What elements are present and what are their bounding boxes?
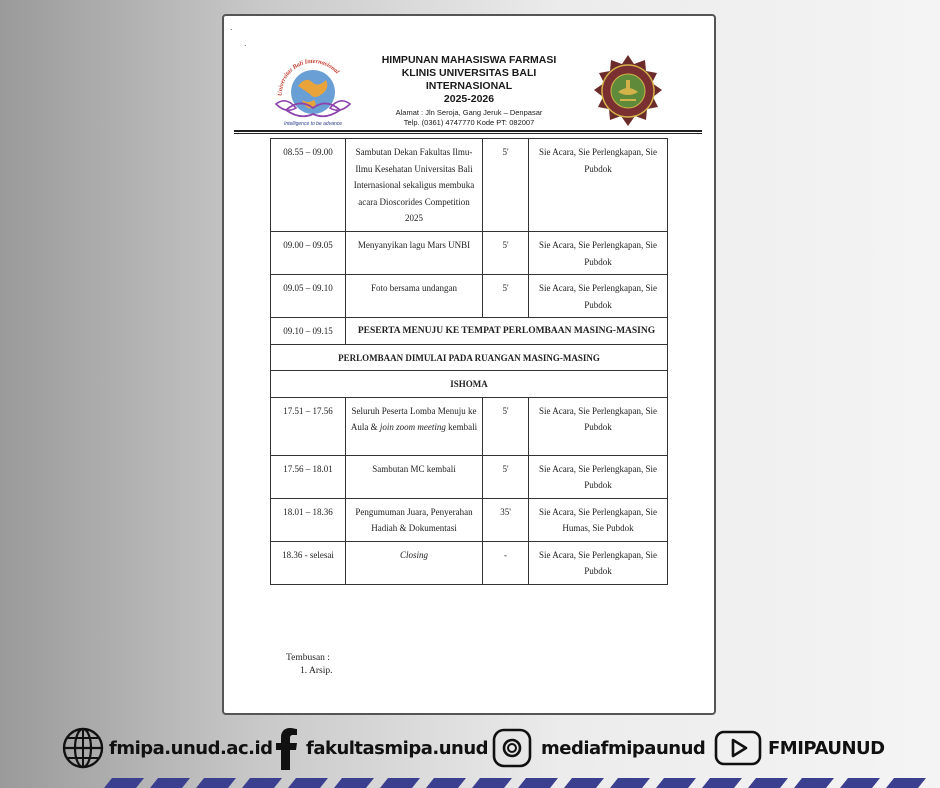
stripe-segment xyxy=(518,778,558,788)
activity-cell: Sambutan Dekan Fakultas Ilmu-Ilmu Kesehatan Universitas Bali Internasional sekaligus membuka acara Dioscorides Competition 2025 xyxy=(346,139,483,232)
pic-cell: Sie Acara, Sie Perlengkapan, Sie Pubdok xyxy=(529,139,668,232)
activity-text: kembali xyxy=(445,422,478,432)
logo-tagline: Intelligence to be advance xyxy=(283,121,343,127)
stripe-segment xyxy=(610,778,650,788)
section-banner: ISHOMA xyxy=(271,371,668,398)
activity-text: Seluruh Peserta Lomba Menuju ke Aula & xyxy=(350,405,477,432)
table-row xyxy=(271,318,668,345)
globe-icon xyxy=(62,727,104,769)
schedule-table xyxy=(270,138,668,585)
stripe-segment xyxy=(426,778,466,788)
stripe-segment xyxy=(794,778,834,788)
activity-cell: Sambutan MC kembali xyxy=(346,455,483,498)
activity-cell xyxy=(346,397,483,455)
pic-cell: Sie Acara, Sie Perlengkapan, Sie Pubdok xyxy=(529,232,668,275)
table-row xyxy=(271,275,668,318)
table-row xyxy=(271,498,668,541)
document-page xyxy=(222,14,716,715)
facebook-icon xyxy=(276,726,298,770)
facebook-text: fakultasmipa.unud xyxy=(306,737,489,759)
decorative-stripes xyxy=(0,778,940,788)
pic-cell: Sie Acara, Sie Perlengkapan, Sie Pubdok xyxy=(529,455,668,498)
website-link[interactable] xyxy=(62,726,273,770)
time-cell: 17.56 – 18.01 xyxy=(271,455,346,498)
pic-cell: Sie Acara, Sie Perlengkapan, Sie Pubdok xyxy=(529,541,668,584)
time-cell: 18.01 – 18.36 xyxy=(271,498,346,541)
org-line-2: KLINIS UNIVERSITAS BALI xyxy=(401,67,537,79)
stripe-segment xyxy=(104,778,144,788)
time-cell: 17.51 – 17.56 xyxy=(271,397,346,455)
activity-cell: Foto bersama undangan xyxy=(346,275,483,318)
stripe-segment xyxy=(242,778,282,788)
org-line-4: 2025-2026 xyxy=(443,93,495,105)
pic-cell: Sie Acara, Sie Perlengkapan, Sie Pubdok xyxy=(529,275,668,318)
youtube-text: FMIPAUNUD xyxy=(768,737,885,759)
duration-cell: 5' xyxy=(483,455,529,498)
activity-italic-text: join zoom meeting xyxy=(379,422,446,432)
org-address: Alamat : Jln Seroja, Gang Jeruk – Denpasar xyxy=(395,108,543,117)
duration-cell: 5' xyxy=(483,275,529,318)
table-row xyxy=(271,344,668,371)
activity-cell: Closing xyxy=(346,541,483,584)
social-footer xyxy=(0,726,940,770)
youtube-link[interactable] xyxy=(714,726,885,770)
time-cell: 18.36 - selesai xyxy=(271,541,346,584)
scan-speck: . xyxy=(230,22,233,32)
table-row xyxy=(271,455,668,498)
letterhead-rule xyxy=(234,130,702,132)
organization-header xyxy=(364,54,574,128)
tembusan-label: Tembusan : xyxy=(286,653,330,663)
stripe-segment xyxy=(196,778,236,788)
duration-cell: 5' xyxy=(483,397,529,455)
table-row xyxy=(271,232,668,275)
stripe-segment xyxy=(334,778,374,788)
letterhead-rule-thin xyxy=(234,133,702,134)
tembusan-block xyxy=(286,652,332,678)
tembusan-item: 1. Arsip. xyxy=(300,666,333,676)
activity-cell: Menyanyikan lagu Mars UNBI xyxy=(346,232,483,275)
duration-cell: 5' xyxy=(483,139,529,232)
org-phone: Telp. (0361) 4747770 Kode PT: 082007 xyxy=(403,118,535,127)
org-line-1: HIMPUNAN MAHASISWA FARMASI xyxy=(381,54,557,66)
facebook-link[interactable] xyxy=(276,726,488,770)
stripe-segment xyxy=(840,778,880,788)
stripe-segment xyxy=(656,778,696,788)
duration-cell: - xyxy=(483,541,529,584)
duration-cell: 35' xyxy=(483,498,529,541)
letterhead xyxy=(224,16,714,136)
table-row xyxy=(271,139,668,232)
instagram-icon xyxy=(492,728,532,768)
instagram-text: mediafmipaunud xyxy=(541,737,706,759)
logo-arc-text: Universitas Bali Internasional xyxy=(276,57,341,97)
activity-cell: PESERTA MENUJU KE TEMPAT PERLOMBAAN MASING-MASING xyxy=(346,318,668,345)
table-row xyxy=(271,371,668,398)
time-cell: 09.05 – 09.10 xyxy=(271,275,346,318)
website-text: fmipa.unud.ac.id xyxy=(109,737,273,759)
youtube-play-icon xyxy=(714,730,762,766)
activity-cell: Pengumuman Juara, Penyerahan Hadiah & Dokumentasi xyxy=(346,498,483,541)
hmfk-emblem-icon xyxy=(590,54,666,130)
stripe-segment xyxy=(472,778,512,788)
stripe-segment xyxy=(288,778,328,788)
stripe-segment xyxy=(380,778,420,788)
stripe-segment xyxy=(886,778,926,788)
scan-speck: . xyxy=(244,38,247,48)
time-cell: 09.10 – 09.15 xyxy=(271,318,346,345)
time-cell: 09.00 – 09.05 xyxy=(271,232,346,275)
instagram-link[interactable] xyxy=(492,726,705,770)
org-line-3: INTERNASIONAL xyxy=(425,80,513,92)
duration-cell: 5' xyxy=(483,232,529,275)
section-banner: PERLOMBAAN DIMULAI PADA RUANGAN MASING-MASING xyxy=(271,344,668,371)
table-row xyxy=(271,541,668,584)
stripe-segment xyxy=(564,778,604,788)
pic-cell: Sie Acara, Sie Perlengkapan, Sie Pubdok xyxy=(529,397,668,455)
unbi-logo-icon xyxy=(268,52,358,128)
pic-cell: Sie Acara, Sie Perlengkapan, Sie Humas, Sie Pubdok xyxy=(529,498,668,541)
time-cell: 08.55 – 09.00 xyxy=(271,139,346,232)
stripe-segment xyxy=(702,778,742,788)
stripe-segment xyxy=(748,778,788,788)
table-row xyxy=(271,397,668,455)
stripe-segment xyxy=(150,778,190,788)
